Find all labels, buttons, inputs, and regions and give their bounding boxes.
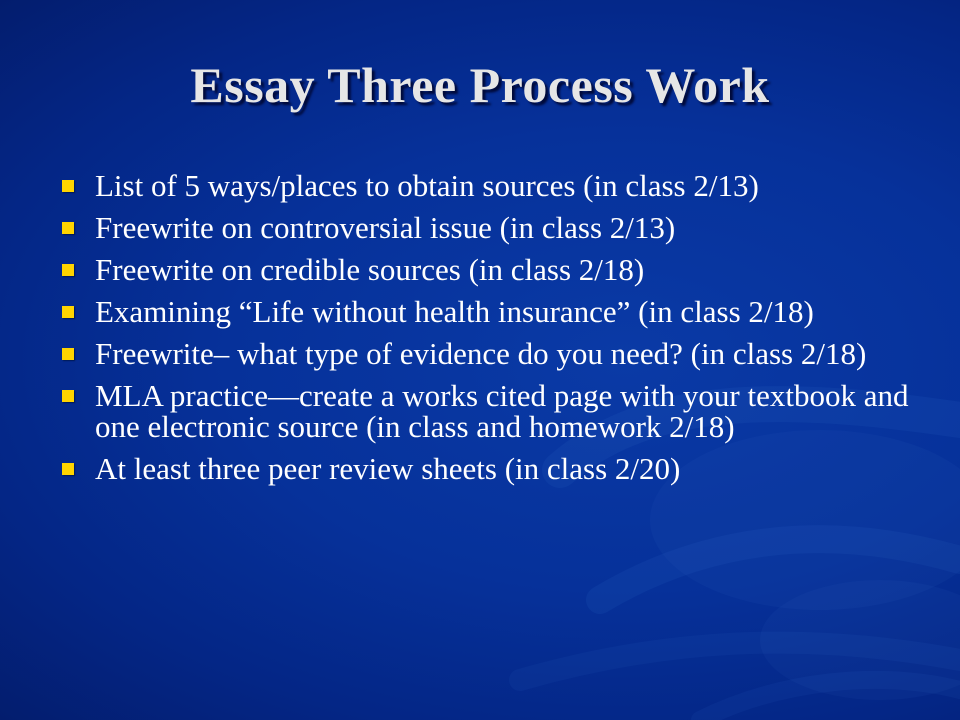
list-item bbox=[60, 338, 920, 369]
list-item bbox=[60, 453, 920, 484]
square-bullet-icon bbox=[62, 390, 74, 402]
list-item-text: Freewrite– what type of evidence do you need? (in class 2/18) bbox=[95, 336, 867, 371]
list-item-text: At least three peer review sheets (in class 2/20) bbox=[95, 451, 681, 486]
list-item bbox=[60, 170, 920, 201]
square-bullet-icon bbox=[62, 264, 74, 276]
list-item-text: List of 5 ways/places to obtain sources (in class 2/13) bbox=[95, 168, 759, 203]
square-bullet-icon bbox=[62, 180, 74, 192]
slide-title: Essay Three Process Work bbox=[190, 57, 770, 113]
list-item-text: Freewrite on controversial issue (in class 2/13) bbox=[95, 210, 676, 245]
square-bullet-icon bbox=[62, 348, 74, 360]
list-item bbox=[60, 296, 920, 327]
list-item-text: MLA practice—create a works cited page with your textbook and one electronic source (in class and homework 2/18) bbox=[95, 378, 909, 444]
square-bullet-icon bbox=[62, 306, 74, 318]
list-item bbox=[60, 254, 920, 285]
list-item-text: Examining “Life without health insurance” (in class 2/18) bbox=[95, 294, 814, 329]
list-item bbox=[60, 380, 920, 442]
list-item bbox=[60, 212, 920, 243]
list-item-text: Freewrite on credible sources (in class 2/18) bbox=[95, 252, 645, 287]
bullet-list bbox=[60, 170, 920, 495]
square-bullet-icon bbox=[62, 222, 74, 234]
square-bullet-icon bbox=[62, 463, 74, 475]
